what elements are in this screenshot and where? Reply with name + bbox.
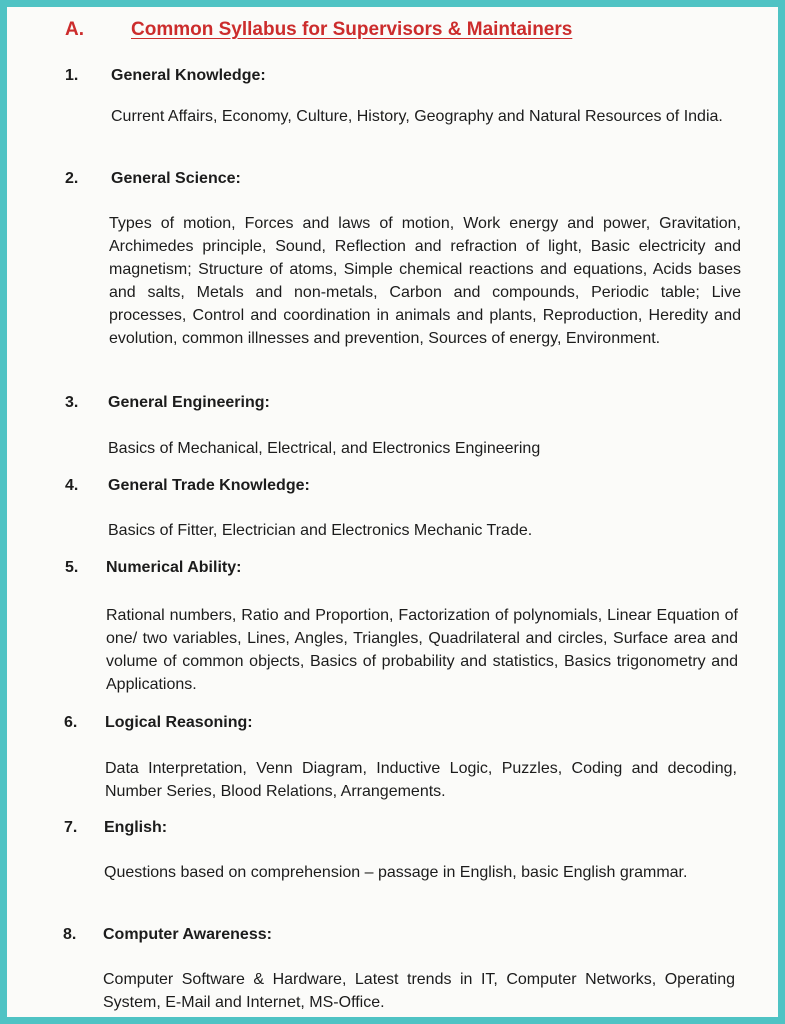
- item-number: 4.: [65, 477, 79, 494]
- item-title: General Trade Knowledge:: [108, 477, 310, 494]
- item-description: Computer Software & Hardware, Latest trends in IT, Computer Networks, Operating System, E-Mail and Internet, MS-Office.: [103, 971, 735, 1011]
- item-title: Numerical Ability:: [106, 559, 242, 576]
- item-title: Logical Reasoning:: [105, 714, 253, 731]
- item-description: Basics of Fitter, Electrician and Electronics Mechanic Trade.: [108, 522, 533, 539]
- item-description: Rational numbers, Ratio and Proportion, Factorization of polynomials, Linear Equation of one/ two variables, Lines, Angles, Triangles, Quadrilateral and circles, Surface area and volume of common objects, Basics of probability and statistics, Basics trigonometry and Applications.: [106, 607, 738, 693]
- item-number: 2.: [65, 170, 79, 187]
- item-number: 7.: [64, 819, 78, 836]
- item-number: 8.: [63, 926, 77, 943]
- item-number: 6.: [64, 714, 78, 731]
- section-title: Common Syllabus for Supervisors & Maintainers: [131, 19, 573, 40]
- item-title: Computer Awareness:: [103, 926, 272, 943]
- item-description: Data Interpretation, Venn Diagram, Inductive Logic, Puzzles, Coding and decoding, Number Series, Blood Relations, Arrangements.: [105, 760, 737, 800]
- item-description: Questions based on comprehension – passage in English, basic English grammar.: [104, 864, 688, 881]
- item-number: 3.: [65, 394, 79, 411]
- item-description: Current Affairs, Economy, Culture, History, Geography and Natural Resources of India.: [111, 108, 723, 125]
- section-heading: [7, 15, 778, 47]
- item-number: 1.: [65, 67, 79, 84]
- item-description: Basics of Mechanical, Electrical, and Electronics Engineering: [108, 440, 541, 457]
- item-title: General Knowledge:: [111, 67, 266, 84]
- item-number: 5.: [65, 559, 79, 576]
- item-title: English:: [104, 819, 168, 836]
- section-letter: A.: [65, 19, 84, 40]
- item-title: General Engineering:: [108, 394, 270, 411]
- item-title: General Science:: [111, 170, 241, 187]
- item-description: Types of motion, Forces and laws of motion, Work energy and power, Gravitation, Archimedes principle, Sound, Reflection and refraction of light, Basic electricity and magnetism; Structure of atoms, Simple chemical reactions and equations, Acids bases and salts, Metals and non-metals, Carbon and compounds, Periodic table; Live processes, Control and coordination in animals and plants, Reproduction, Heredity and evolution, common illnesses and prevention, Sources of energy, Environment.: [109, 215, 741, 347]
